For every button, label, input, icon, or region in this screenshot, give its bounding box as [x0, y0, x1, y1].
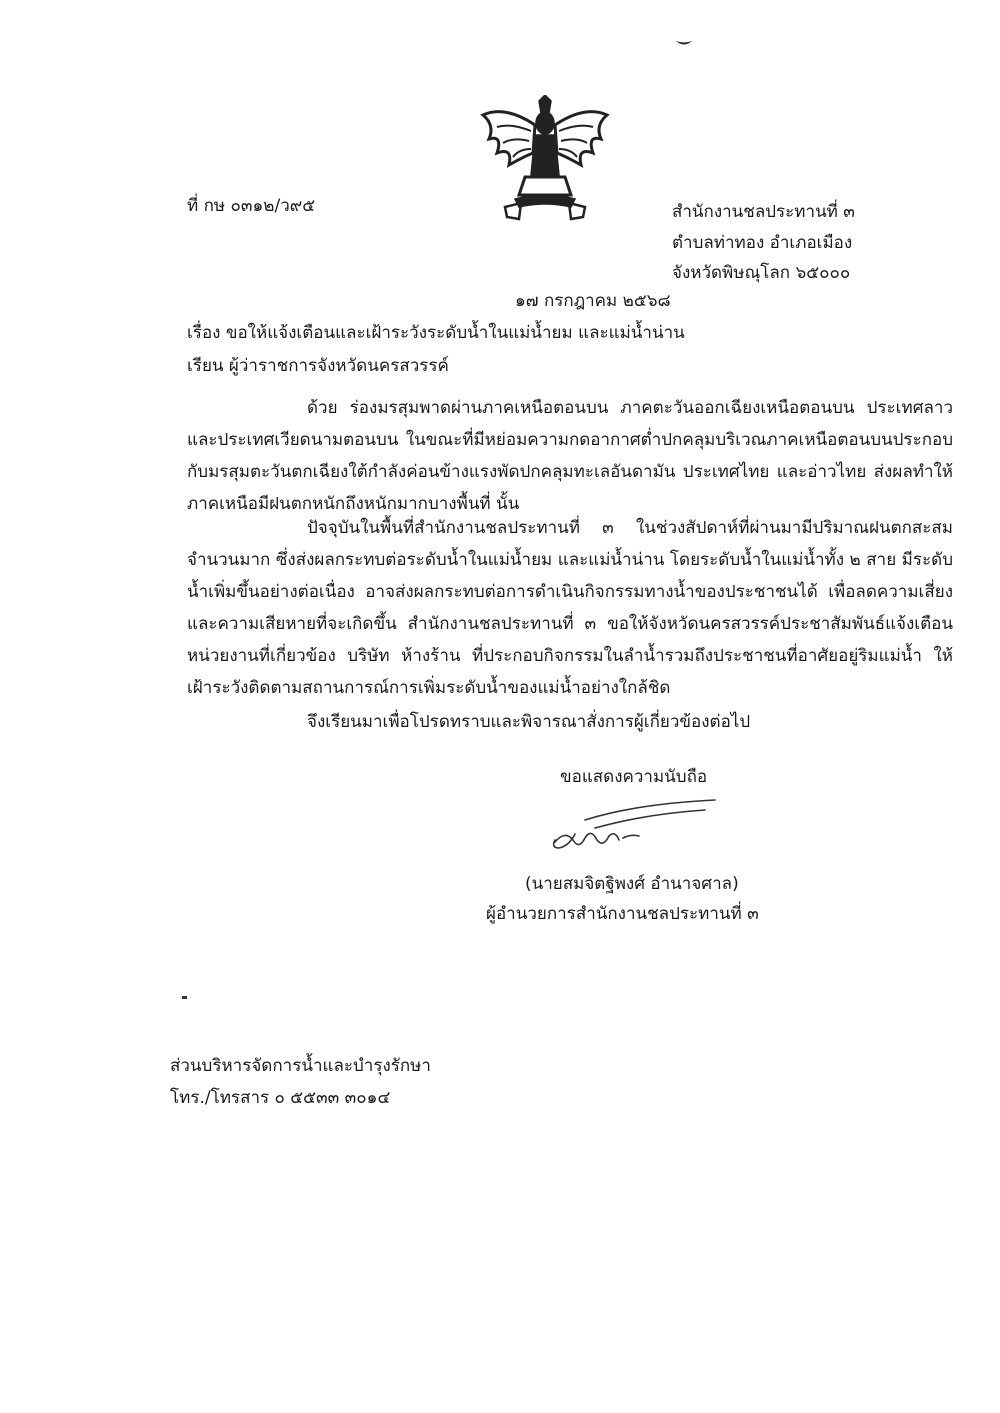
footer-phone: โทร./โทรสาร ๐ ๕๕๓๓ ๓๐๑๔ [170, 1088, 391, 1108]
body-paragraph-1: ด้วย ร่องมรสุมพาดผ่านภาคเหนือตอนบน ภาคตะวันออกเฉียงเหนือตอนบน ประเทศลาว และประเทศเวียดนามตอนบน ในขณะที่มีหย่อมความกดอากาศต่ำปกคลุมบริเวณภาคเหนือตอนบนประกอบกับมรสุมตะวันตกเฉียงใต้กำลังค่อนข้างแรงพัดปกคลุมทะเลอันดามัน ประเทศไทย และอ่าวไทย ส่งผลทำให้ภาคเหนือมีฝนตกหนักถึงหนักมากบางพื้นที่ นั้น [187, 398, 953, 514]
corner-mark-icon [674, 38, 694, 48]
office-address-line-3: จังหวัดพิษณุโลก ๖๕๐๐๐ [672, 263, 851, 283]
office-address-line-1: สำนักงานชลประทานที่ ๓ [672, 202, 855, 222]
signature-icon [545, 790, 725, 860]
letter-recipient: เรียน ผู้ว่าราชการจังหวัดนครสวรรค์ [187, 356, 449, 376]
signer-title: ผู้อำนวยการสำนักงานชลประทานที่ ๓ [486, 904, 759, 924]
garuda-emblem-icon [475, 95, 615, 225]
stray-mark [182, 996, 187, 999]
signer-name: (นายสมจิตฐิพงศ์ อำนาจศาล) [525, 874, 739, 894]
office-address-line-2: ตำบลท่าทอง อำเภอเมือง [672, 233, 853, 253]
letter-subject: เรื่อง ขอให้แจ้งเตือนและเฝ้าระวังระดับน้ำในแม่น้ำยม และแม่น้ำน่าน [187, 323, 685, 343]
letter-date: ๑๗ กรกฎาคม ๒๕๖๘ [515, 291, 671, 311]
document-number: ที่ กษ ๐๓๑๒/ว๙๕ [187, 196, 316, 216]
footer-department: ส่วนบริหารจัดการน้ำและบำรุงรักษา [170, 1056, 431, 1076]
body-paragraph-2: ปัจจุบันในพื้นที่สำนักงานชลประทานที่ ๓ ในช่วงสัปดาห์ที่ผ่านมามีปริมาณฝนตกสะสมจำนวนมาก ซึ่งส่งผลกระทบต่อระดับน้ำในแม่น้ำยม และแม่น้ำน่าน โดยระดับน้ำในแม่น้ำทั้ง ๒ สาย มีระดับน้ำเพิ่มขึ้นอย่างต่อเนื่อง อาจส่งผลกระทบต่อการดำเนินกิจกรรมทางน้ำของประชาชนได้ เพื่อลดความเสี่ยงและความเสียหายที่จะเกิดขึ้น สำนักงานชลประทานที่ ๓ ขอให้จังหวัดนครสวรรค์ประชาสัมพันธ์แจ้งเตือนหน่วยงานที่เกี่ยวข้อง บริษัท ห้างร้าน ที่ประกอบกิจกรรมในลำน้ำรวมถึงประชาชนที่อาศัยอยู่ริมแม่น้ำ ให้เฝ้าระวังติดตามสถานการณ์การเพิ่มระดับน้ำของแม่น้ำอย่างใกล้ชิด [187, 518, 953, 698]
closing-salutation: ขอแสดงความนับถือ [560, 767, 708, 787]
body-paragraph-3: จึงเรียนมาเพื่อโปรดทราบและพิจารณาสั่งการผู้เกี่ยวข้องต่อไป [307, 712, 751, 732]
